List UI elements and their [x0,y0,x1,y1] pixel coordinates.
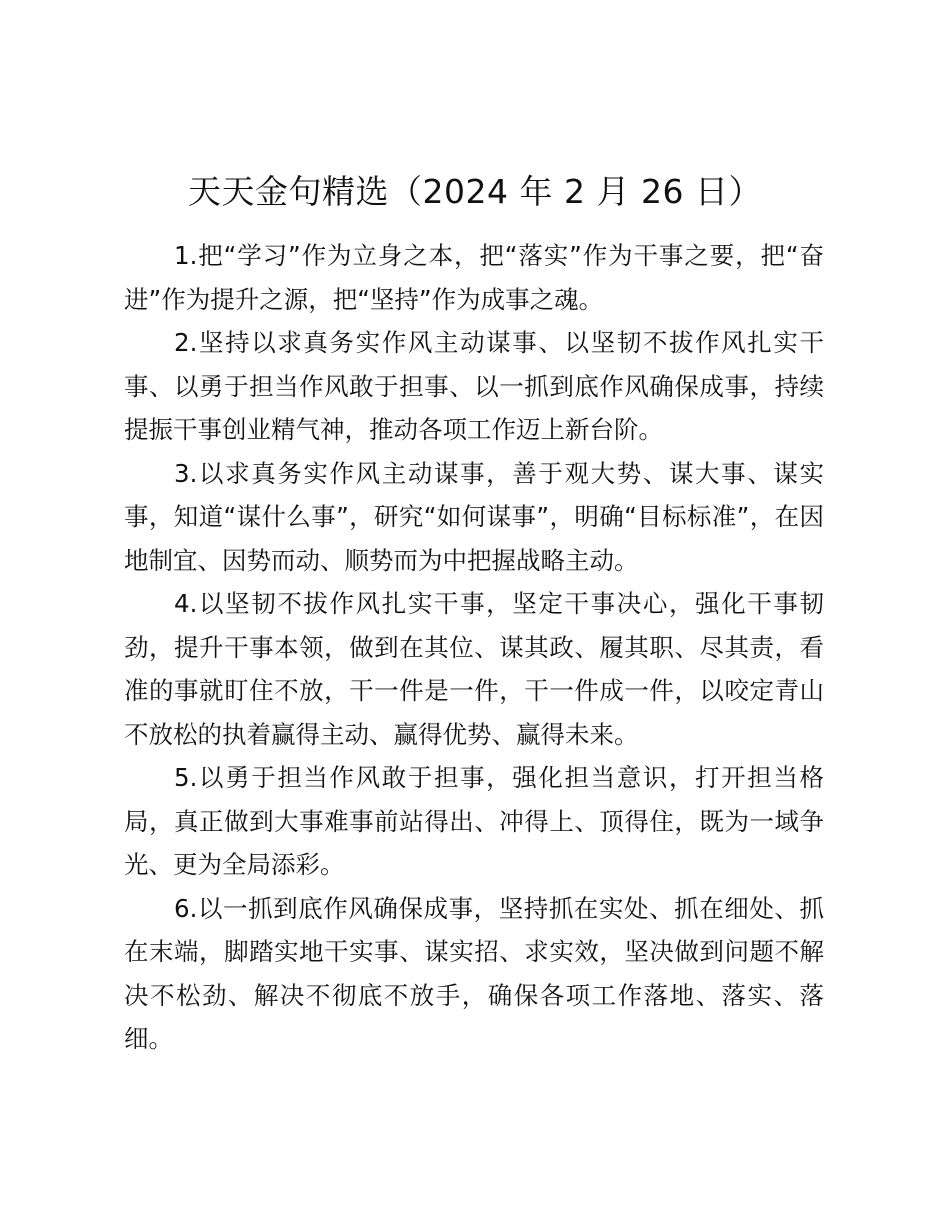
paragraph-3: 3.以求真务实作风主动谋事，善于观大势、谋大事、谋实事，知道“谋什么事”，研究“如何谋事”，明确“目标标准”，在因地制宜、因势而动、顺势而为中把握战略主动。 [124,458,824,575]
paragraph-5: 5.以勇于担当作风敢于担事，强化担当意识，打开担当格局，真正做到大事难事前站得出、冲得上、顶得住，既为一域争光、更为全局添彩。 [124,763,824,879]
paragraph-2: 2.坚持以求真务实作风主动谋事、以坚韧不拔作风扎实干事、以勇于担当作风敢于担事、以一抓到底作风确保成事，持续提振干事创业精气神，推动各项工作迈上新台阶。 [124,328,824,444]
document-body [124,234,824,1061]
paragraph-4: 4.以坚韧不拔作风扎实干事，坚定干事决心，强化干事韧劲，提升干事本领，做到在其位、谋其政、履其职、尽其责，看准的事就盯住不放，干一件是一件，干一件成一件，以咬定青山不放松的执着赢得主动、赢得优势、赢得未来。 [124,589,824,749]
paragraph-1: 1.把“学习”作为立身之本，把“落实”作为干事之要，把“奋进”作为提升之源，把“坚持”作为成事之魂。 [124,241,824,314]
document-title: 天天金句精选（2024 年 2 月 26 日） [188,172,762,211]
paragraph-6: 6.以一抓到底作风确保成事，坚持抓在实处、抓在细处、抓在末端，脚踏实地干实事、谋实招、求实效，坚决做到问题不解决不松劲、解决不彻底不放手，确保各项工作落地、落实、落细。 [124,893,824,1053]
